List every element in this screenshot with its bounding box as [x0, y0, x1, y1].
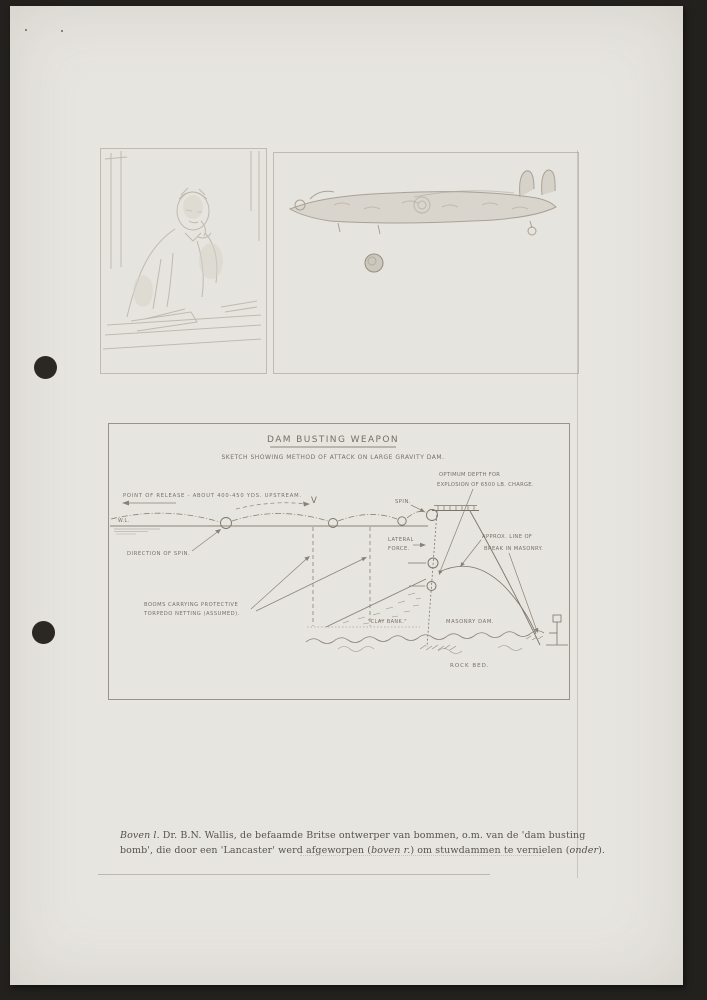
caption-line-1	[120, 829, 586, 844]
portrait-strokes	[103, 151, 261, 349]
paper-sheet	[10, 6, 683, 985]
masonry-dam-structure	[408, 506, 540, 648]
lancaster-photo	[273, 152, 579, 374]
caption-line-2	[120, 844, 606, 859]
outlet-tower	[546, 615, 568, 645]
photo-caption	[120, 829, 606, 858]
diagram-subtitle: SKETCH SHOWING METHOD OF ATTACK ON LARGE GRAVITY DAM.	[221, 454, 445, 461]
bomb-trajectory	[111, 511, 427, 522]
label-lateral-force-1: LATERAL	[388, 537, 414, 543]
label-approx-break-1: APPROX. LINE OF	[482, 534, 533, 540]
caption-segment: bomb', die door een 'Lancaster' werd afgeworpen (	[120, 844, 372, 856]
wallis-portrait-photo	[100, 148, 267, 374]
punch-hole-bottom	[32, 621, 55, 644]
bouncing-bomb-sketch	[365, 254, 383, 272]
label-clay-bank: "CLAY BANK."	[368, 619, 407, 625]
release-direction-arrow	[122, 501, 176, 506]
label-masonry-dam: MASONRY DAM.	[446, 619, 495, 625]
label-optimum-depth-2: EXPLOSION OF 6500 LB. CHARGE.	[437, 482, 534, 488]
caption-segment: ) om stuwdammen te vernielen (	[410, 844, 570, 856]
label-point-of-release: POINT OF RELEASE - ABOUT 400-450 YDS. UPSTREAM.	[123, 493, 302, 499]
underlying-sheet-edge-vertical	[577, 150, 578, 878]
lancaster-sketch	[274, 153, 578, 373]
caption-segment: Boven l.	[120, 830, 160, 841]
label-lateral-force-2: FORCE.	[388, 546, 410, 552]
dam-busting-diagram	[108, 423, 570, 700]
upstream-face	[427, 511, 437, 647]
ink-speck	[25, 29, 27, 31]
spin-arrow	[411, 505, 425, 512]
punch-hole-top	[34, 356, 57, 379]
label-direction-of-spin: DIRECTION OF SPIN.	[127, 551, 191, 557]
velocity-arrowhead	[303, 502, 310, 507]
caption-segment: Dr. B.N. Wallis, de befaamde Britse ontwerper van bommen, o.m. van de 'dam busting	[159, 830, 586, 841]
label-approx-break-2: BREAK IN MASONRY.	[484, 546, 544, 552]
label-optimum-depth-1: OPTIMUM DEPTH FOR	[439, 472, 501, 478]
rock-bed	[306, 631, 544, 654]
velocity-arc	[236, 503, 306, 509]
label-spin: SPIN.	[395, 499, 411, 505]
direction-of-spin-arrow	[192, 529, 221, 551]
underlying-sheet-edge-horizontal	[98, 874, 490, 875]
optimum-depth-leader	[439, 489, 474, 575]
booms-label-arrows	[251, 556, 367, 611]
diagram-border	[109, 424, 570, 700]
label-booms-1: BOOMS CARRYING PROTECTIVE	[144, 602, 239, 608]
diagram-svg	[108, 423, 570, 700]
lateral-force-arrow	[413, 543, 426, 547]
wallis-portrait-sketch	[101, 149, 266, 373]
caption-segment: onder	[569, 844, 599, 856]
airplane-sketch	[290, 170, 556, 235]
caption-segment: boven r.	[371, 844, 411, 856]
water-line	[110, 526, 428, 534]
label-water-level: W.L.	[118, 519, 130, 524]
diagram-title: DAM BUSTING WEAPON	[267, 435, 399, 445]
label-booms-2: TORPEDO NETTING (ASSUMED).	[144, 611, 240, 617]
portrait-tone-patches	[133, 195, 223, 307]
label-rock-bed: ROCK BED.	[450, 663, 490, 669]
caption-segment: ).	[598, 844, 606, 856]
label-velocity: V	[311, 496, 317, 506]
ink-speck	[61, 30, 63, 32]
